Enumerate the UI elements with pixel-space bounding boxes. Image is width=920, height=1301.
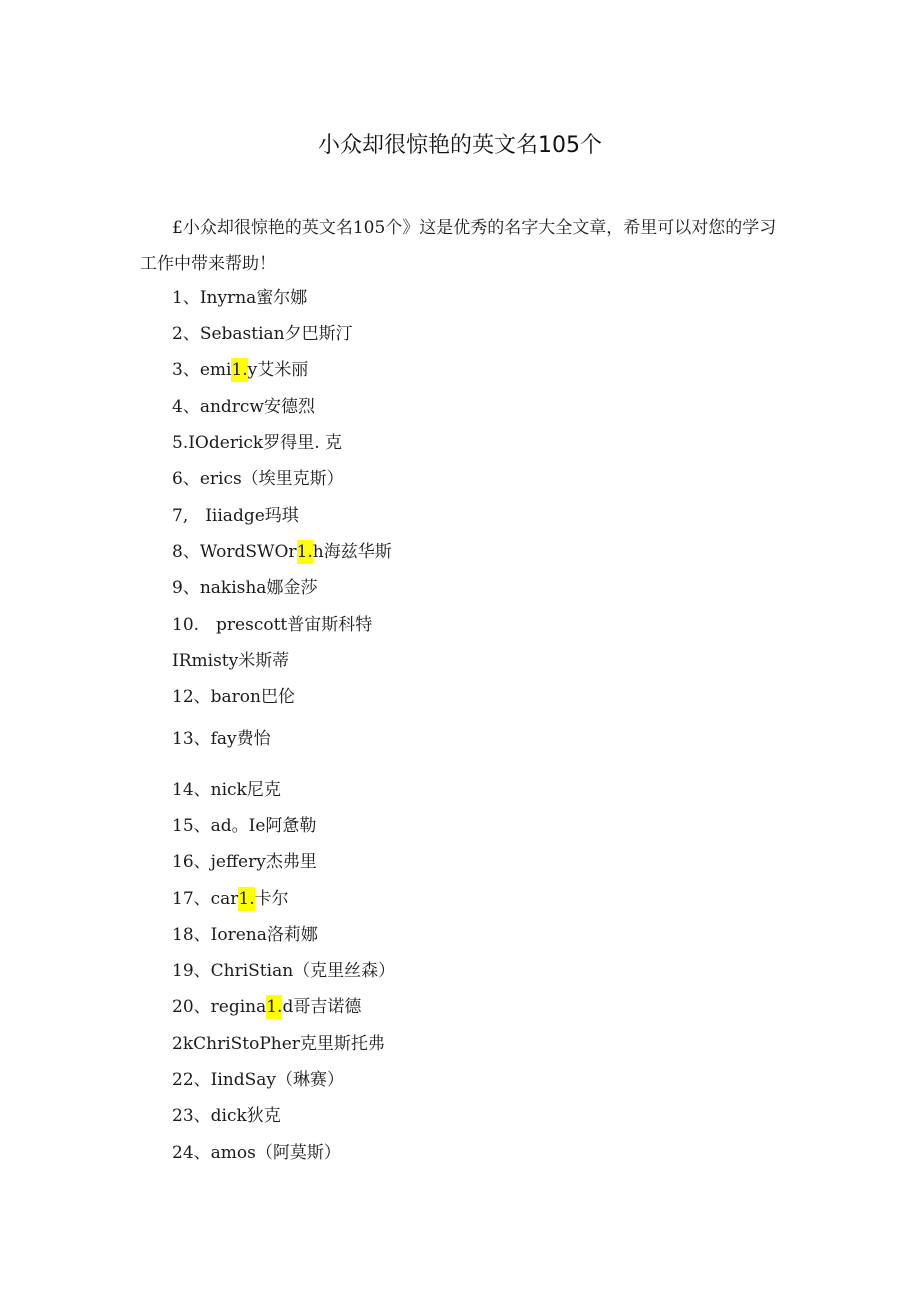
highlight-mark: 1. <box>296 542 313 562</box>
intro-paragraph: £小众却很惊艳的英文名105个》这是优秀的名字大全文章，希里可以对您的学习工作中带来帮助！ <box>140 218 777 274</box>
list-item: 22、IindSay（琳赛） <box>172 1070 345 1090</box>
highlight-mark: 1. <box>266 997 283 1017</box>
list-item: 23、dick狄克 <box>172 1106 281 1126</box>
list-item: 1、Inyrna蜜尔娜 <box>172 288 308 308</box>
list-item: IRmisty米斯蒂 <box>172 651 290 671</box>
list-item: 15、ad。Ie阿惫勒 <box>172 816 317 836</box>
list-item: 2、Sebastian夕巴斯汀 <box>172 324 353 344</box>
highlight-mark: 1. <box>231 360 248 380</box>
list-item: 17、car1.卡尔 <box>172 889 289 909</box>
list-item: 8、WordSWOr1.h海兹华斯 <box>172 542 392 562</box>
list-item: 14、nick尼克 <box>172 780 281 800</box>
list-item: 5.IOderick罗得里. 克 <box>172 433 343 453</box>
page-title: 小众却很惊艳的英文名105个 <box>318 133 602 158</box>
list-item: 13、fay费怡 <box>172 729 271 749</box>
list-item: 20、regina1.d哥吉诺德 <box>172 997 362 1017</box>
list-item: 4、andrcw安德烈 <box>172 397 315 417</box>
list-item: 7, Iiiadge玛琪 <box>172 506 299 526</box>
list-item: 6、erics（埃里克斯） <box>172 469 344 489</box>
list-item: 2kChriStoPher克里斯托弗 <box>172 1034 385 1054</box>
list-item: 3、emi1.y艾米丽 <box>172 360 309 380</box>
list-item: 16、jeffery杰弗里 <box>172 852 317 872</box>
highlight-mark: 1. <box>238 889 255 909</box>
list-item: 10. prescott普宙斯科特 <box>172 615 373 635</box>
list-item: 24、amos（阿莫斯） <box>172 1143 341 1163</box>
list-item: 12、baron巴伦 <box>172 687 295 707</box>
list-item: 19、ChriStian（克里丝森） <box>172 961 396 981</box>
list-item: 9、nakisha娜金莎 <box>172 578 318 598</box>
list-item: 18、Iorena洛莉娜 <box>172 925 318 945</box>
